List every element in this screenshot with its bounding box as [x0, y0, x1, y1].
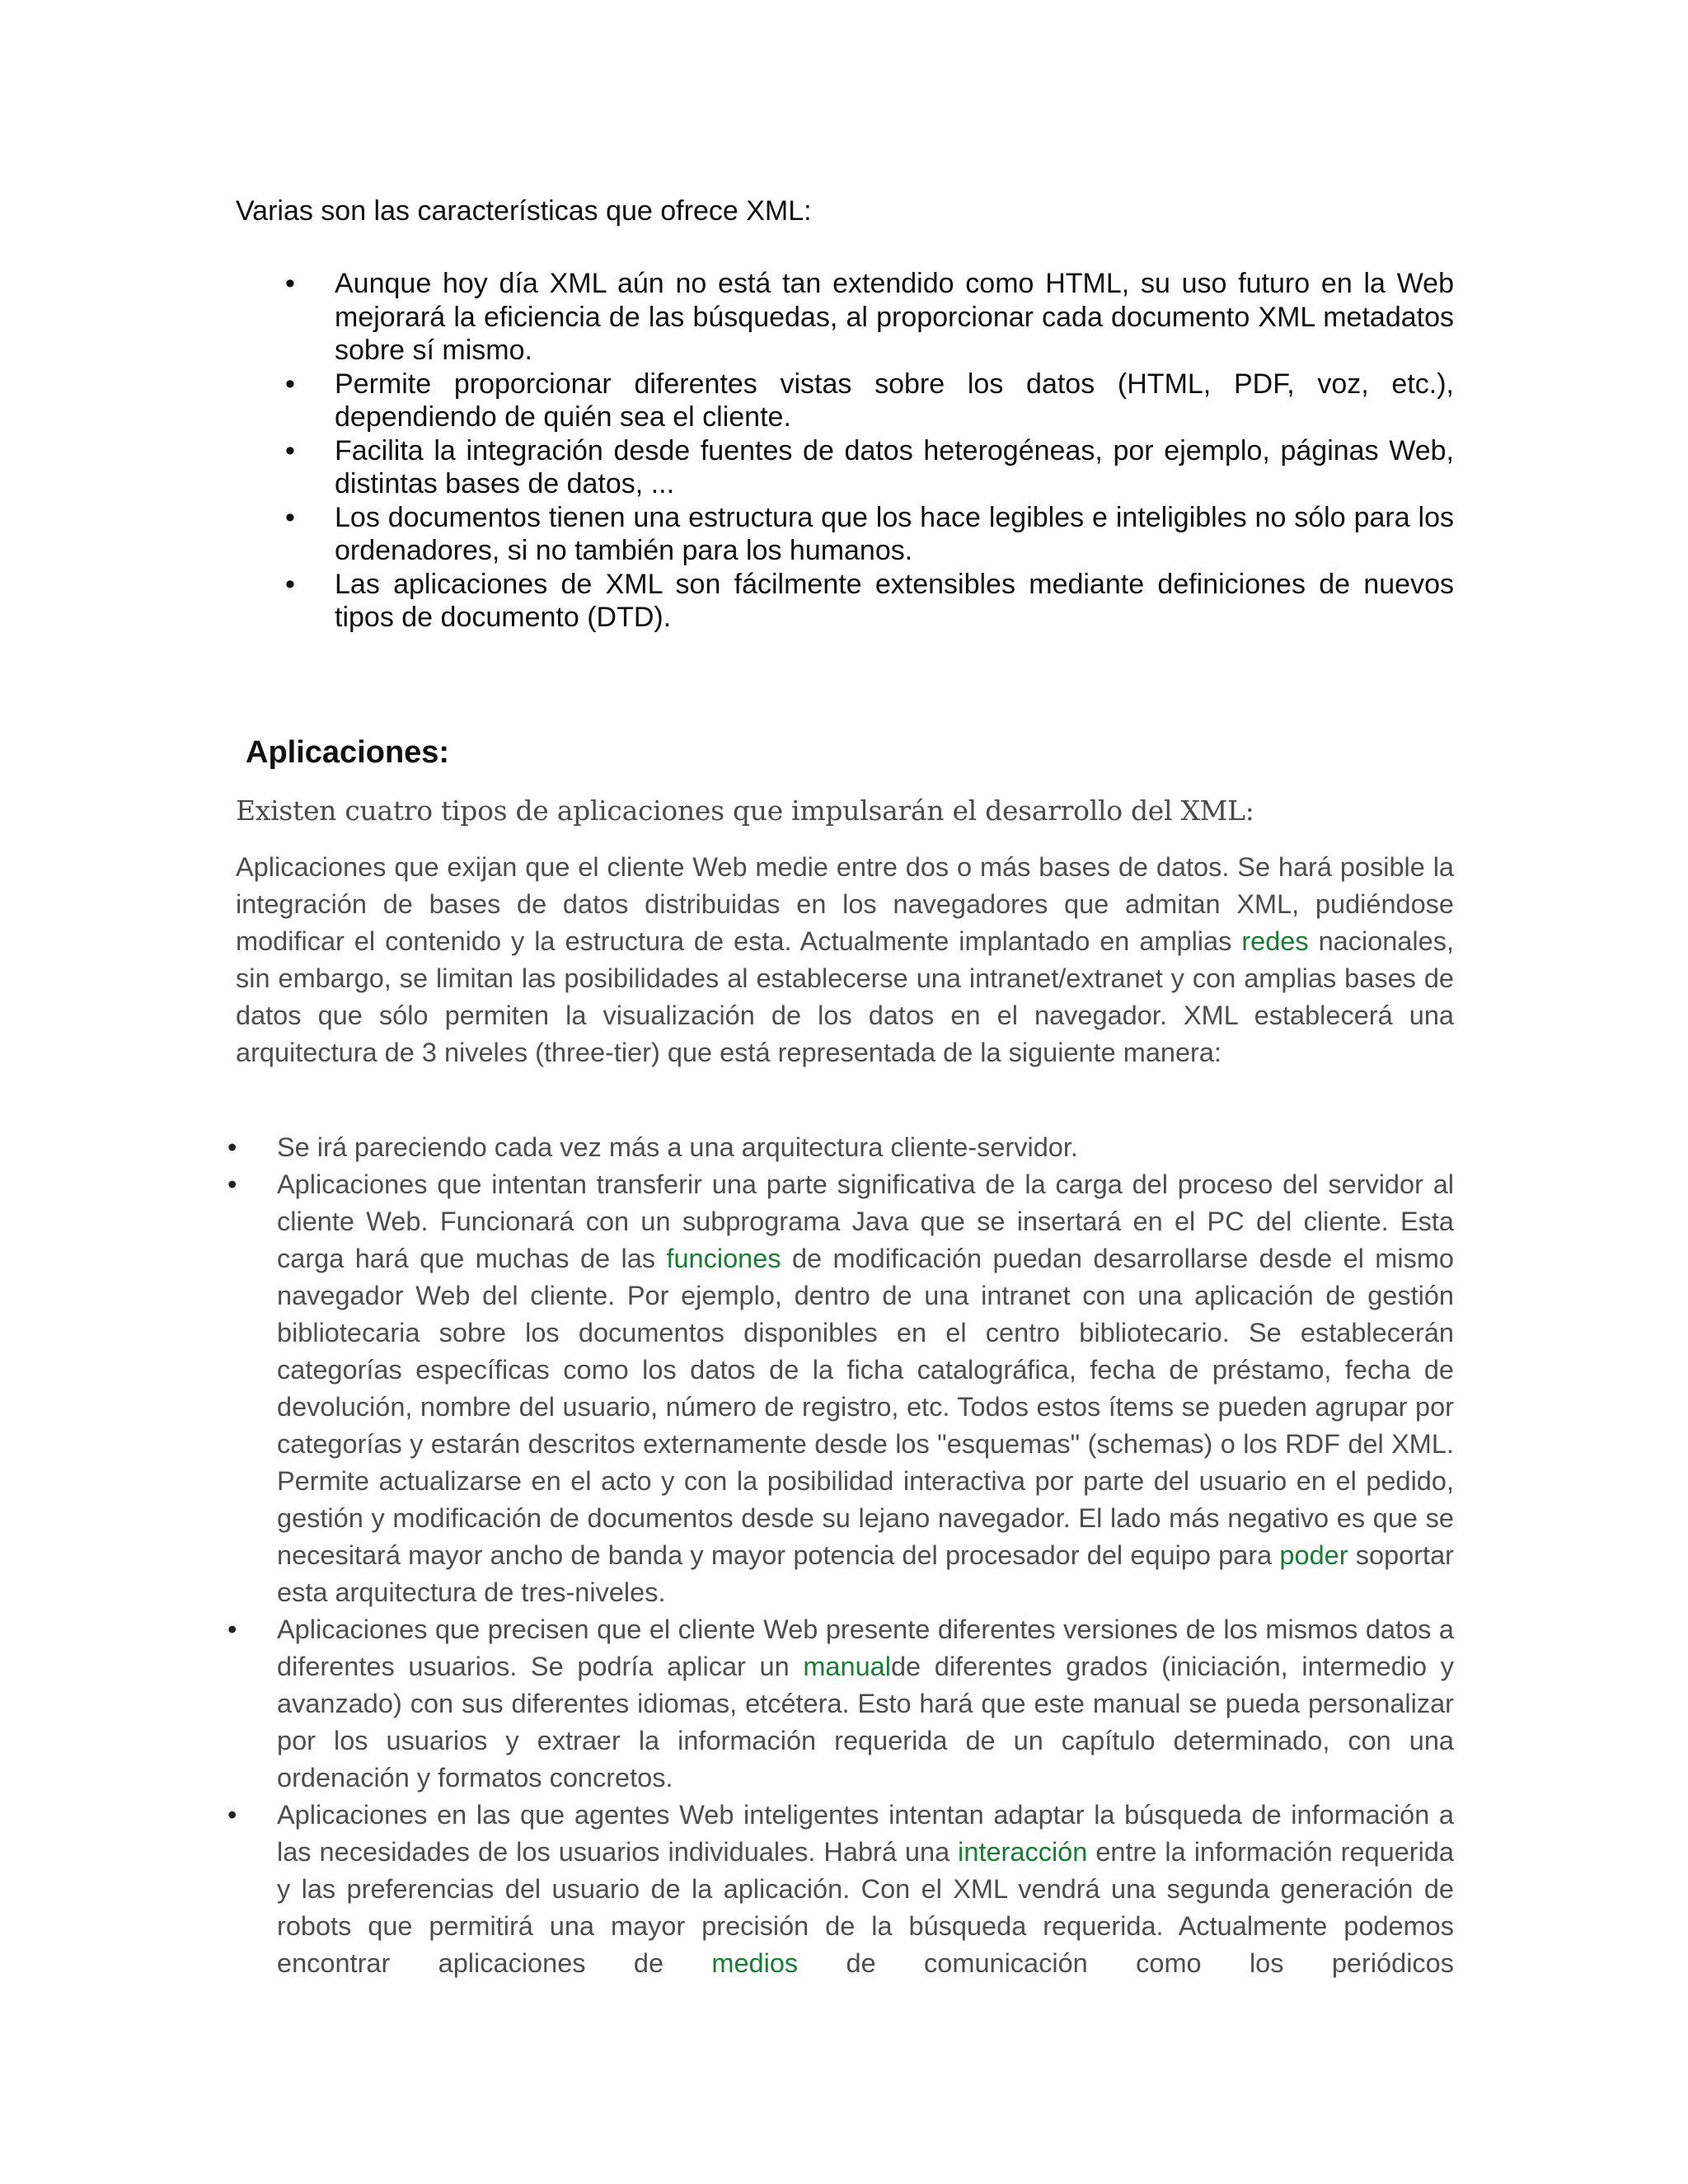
list-item-text: Se irá pareciendo cada vez más a una arquitectura cliente-servidor. [277, 1132, 1078, 1162]
bullet: • [227, 1132, 237, 1162]
link-interaccion[interactable]: interacción [958, 1837, 1088, 1867]
section-heading: Aplicaciones: [246, 735, 450, 770]
list-item-text: Permite proporcionar diferentes vistas sobre los datos (HTML, PDF, voz, etc.), dependiendo de quién sea el cliente. [335, 368, 1454, 433]
list-item [223, 1611, 1454, 1797]
link-funciones[interactable]: funciones [666, 1244, 781, 1273]
link-medios[interactable]: medios [711, 1948, 799, 1978]
paragraph-text: Aplicaciones que exijan que el cliente Web medie entre dos o más bases de datos. Se hará posible la integración de bases de datos distribuidas en los navegadores que admitan XML, pudiéndose modificar el contenido y la estructura de esta. Actualmente implantado en amplias [236, 852, 1454, 956]
list-item-text: de comunicación como los periódicos [798, 1948, 1454, 1978]
list-item-text: de diferentes grados (iniciación, intermedio y avanzado) con sus diferentes idiomas, etcétera. Esto hará que este manual se pueda personalizar por los usuarios y extraer la información requerida de un capítulo determinado, con una ordenación y formatos concretos. [277, 1652, 1454, 1793]
list-item-text: Las aplicaciones de XML son fácilmente extensibles mediante definiciones de nuevos tipos de documento (DTD). [335, 568, 1454, 633]
list-item [223, 1797, 1454, 1982]
paragraph-text: nacionales, sin embargo, se limitan las posibilidades al establecerse una intranet/extranet y con amplias bases de datos que sólo permiten la visualización de los datos en el navegador. XML establecerá una arquitectura de 3 niveles (three-tier) que está representada de la siguiente manera: [236, 926, 1455, 1067]
bullet: • [285, 501, 295, 533]
link-manual[interactable]: manual [803, 1652, 891, 1681]
list-item-text: Aplicaciones en las que agentes Web inteligentes intentan adaptar la búsqueda de información a las necesidades de los usuarios individuales. Habrá una [277, 1800, 1454, 1867]
features-list [236, 267, 1454, 635]
list-item [236, 267, 1454, 368]
body-paragraph [236, 849, 1454, 1071]
list-item-text: soportar esta arquitectura de tres-niveles. [277, 1540, 1454, 1607]
list-item-text: Aplicaciones que intentan transferir una parte significativa de la carga del proceso del servidor al cliente Web. Funcionará con un subprograma Java que se insertará en el PC del cliente. Esta carga hará que muchas de las [277, 1169, 1454, 1273]
bullet: • [285, 368, 295, 400]
bullet: • [227, 1169, 237, 1199]
list-item-text: Aunque hoy día XML aún no está tan extendido como HTML, su uso futuro en la Web mejorará la eficiencia de las búsquedas, al proporcionar cada documento XML metadatos sobre sí mismo. [335, 268, 1454, 366]
applications-list [223, 1129, 1454, 1982]
list-item [236, 434, 1454, 501]
list-item [236, 501, 1454, 568]
list-item-text: Aplicaciones que precisen que el cliente Web presente diferentes versiones de los mismos datos a diferentes usuarios. Se podría aplicar un [277, 1615, 1454, 1681]
bullet: • [227, 1800, 237, 1830]
list-item-text: Los documentos tienen una estructura que los hace legibles e inteligibles no sólo para los ordenadores, si no también para los humanos. [335, 501, 1454, 566]
link-redes[interactable]: redes [1241, 926, 1309, 956]
section-subtitle: Existen cuatro tipos de aplicaciones que impulsarán el desarrollo del XML: [236, 794, 1254, 827]
bullet: • [285, 568, 295, 600]
intro-text: Varias son las características que ofrece XML: [236, 195, 812, 227]
bullet: • [285, 434, 295, 466]
list-item [223, 1129, 1454, 1166]
list-item [236, 368, 1454, 434]
bullet: • [227, 1615, 237, 1644]
link-poder[interactable]: poder [1279, 1540, 1348, 1570]
list-item-text: Facilita la integración desde fuentes de datos heterogéneas, por ejemplo, páginas Web, distintas bases de datos, ... [335, 434, 1454, 499]
bullet: • [285, 268, 295, 299]
list-item [223, 1166, 1454, 1611]
list-item-text: de modificación puedan desarrollarse desde el mismo navegador Web del cliente. Por ejemplo, dentro de una intranet con una aplicación de gestión bibliotecaria sobre los documentos disponibles en el centro bibliotecario. Se establecerán categorías específicas como los datos de la ficha catalográfica, fecha de préstamo, fecha de devolución, nombre del usuario, número de registro, etc. Todos estos ítems se pueden agrupar por categorías y estarán descritos externamente desde los "esquemas" (schemas) o los RDF del XML. Permite actualizarse en el acto y con la posibilidad interactiva por parte del usuario en el pedido, gestión y modificación de documentos desde su lejano navegador. El lado más negativo es que se necesitará mayor ancho de banda y mayor potencia del procesador del equipo para [277, 1244, 1454, 1570]
list-item [236, 568, 1454, 635]
list-item-text: entre la información requerida y las preferencias del usuario de la aplicación. Con el XML vendrá una segunda generación de robots que permitirá una mayor precisión de la búsqueda requerida. Actualmente podemos encontrar aplicaciones de [277, 1837, 1454, 1978]
